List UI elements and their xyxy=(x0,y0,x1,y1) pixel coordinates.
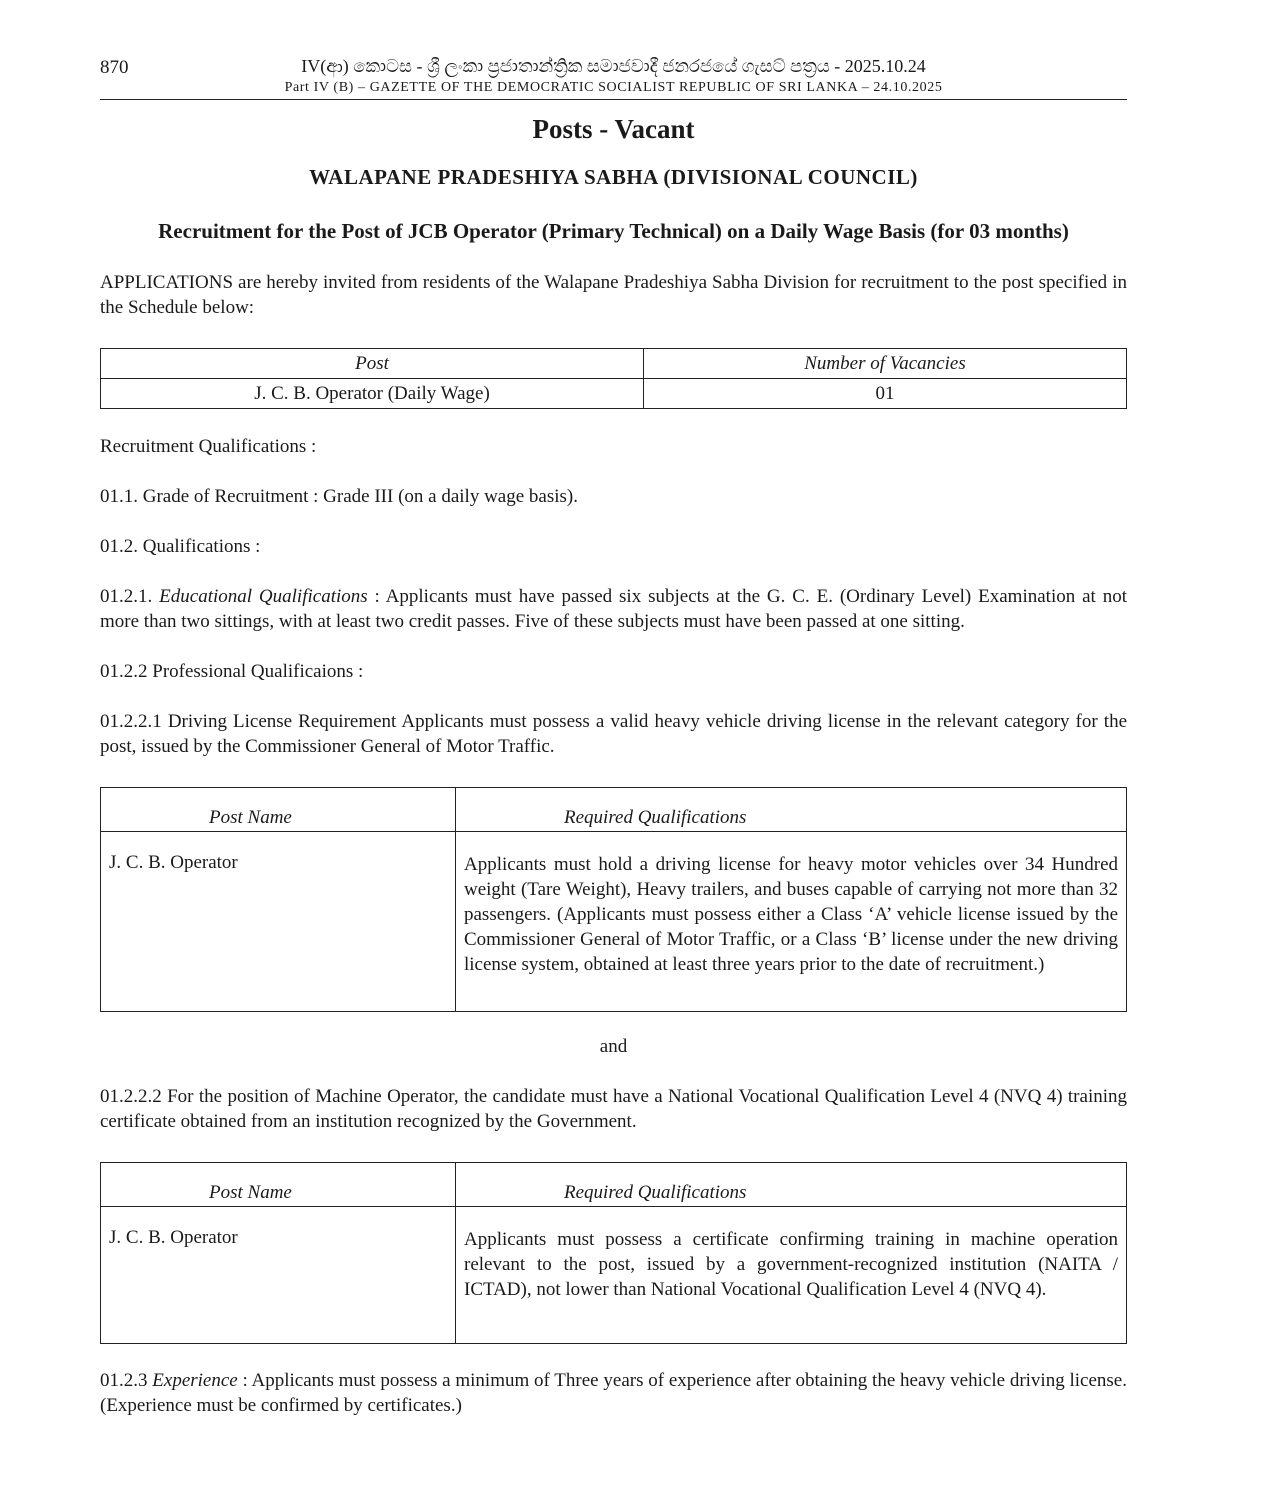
page-number: 870 xyxy=(100,57,129,78)
table-row xyxy=(101,1207,1127,1344)
header-divider xyxy=(100,99,1127,100)
column-header-post: Post xyxy=(101,349,644,379)
table-header-row xyxy=(101,349,1127,379)
experience-number: 01.2.3 xyxy=(100,1370,148,1391)
cell-post-name: J. C. B. Operator xyxy=(101,1207,456,1344)
educational-qualifications xyxy=(100,584,1127,634)
column-header-post-name: Post Name xyxy=(101,788,456,832)
educational-text: : Applicants must have passed six subjects at the G. C. E. (Ordinary Level) Examination at not more than two sittings, with at least two credit passes. Five of these subjects must have been passed at one sitting. xyxy=(100,586,1128,632)
nvq-requirement: 01.2.2.2 For the position of Machine Operator, the candidate must have a National Vocational Qualification Level 4 (NVQ 4) training certificate obtained from an institution recognized by the Government. xyxy=(100,1086,1127,1132)
table-row xyxy=(101,832,1127,1012)
table-header-row xyxy=(101,1163,1127,1207)
educational-number: 01.2.1. xyxy=(100,586,153,607)
gazette-header xyxy=(100,0,1127,100)
cell-vacancies: 01 xyxy=(644,379,1127,409)
experience-requirement xyxy=(100,1368,1127,1418)
qualifications-label: 01.2. Qualifications : xyxy=(100,536,261,557)
cell-required-qualifications: Applicants must hold a driving license for heavy motor vehicles over 34 Hundred weight (Tare Weight), Heavy trailers, and buses capable of carrying not more than 32 passengers. (Applicants must possess either a Class ‘A’ vehicle license issued by the Commissioner General of Motor Traffic, or a Class ‘B’ license under the new driving license system, obtained at least three years prior to the date of recruitment.) xyxy=(456,832,1127,1012)
column-header-post-name: Post Name xyxy=(101,1163,456,1207)
cell-post: J. C. B. Operator (Daily Wage) xyxy=(101,379,644,409)
and-connector: and xyxy=(599,1036,628,1057)
gazette-page xyxy=(100,0,1128,1416)
cell-required-qualifications: Applicants must possess a certificate confirming training in machine operation relevant to the post, issued by a government-recognized institution (NAITA / ICTAD), not lower than National Vocational Qualification Level 4 (NVQ 4). xyxy=(456,1207,1127,1344)
experience-label: Experience xyxy=(152,1370,238,1391)
recruitment-heading: Recruitment for the Post of JCB Operator (Primary Technical) on a Daily Wage Basis (for 03 months) xyxy=(158,219,1069,243)
vacancy-table xyxy=(100,348,1127,409)
driving-license-requirement: 01.2.2.1 Driving License Requirement Applicants must possess a valid heavy vehicle driving license in the relevant category for the post, issued by the Commissioner General of Motor Traffic. xyxy=(100,711,1127,757)
cell-post-name: J. C. B. Operator xyxy=(101,832,456,1012)
grade-of-recruitment: 01.1. Grade of Recruitment : Grade III (on a daily wage basis). xyxy=(100,486,578,507)
license-qualifications-table xyxy=(100,787,1127,1012)
table-row xyxy=(101,379,1127,409)
header-english-title: Part IV (B) – GAZETTE OF THE DEMOCRATIC SOCIALIST REPUBLIC OF SRI LANKA – 24.10.2025 xyxy=(284,80,943,95)
table-header-row xyxy=(101,788,1127,832)
header-sinhala-title: IV(ආ) කොටස - ශ්‍රී ලංකා ප්‍රජාතාන්ත්‍රික සමාජවාදී ජනරජයේ ගැසට් පත්‍රය - 2025.10.24 xyxy=(301,56,926,76)
page-title: Posts - Vacant xyxy=(532,114,695,144)
intro-paragraph: APPLICATIONS are hereby invited from residents of the Walapane Pradeshiya Sabha Division for recruitment to the post specified in the Schedule below: xyxy=(100,272,1127,318)
training-qualifications-table xyxy=(100,1162,1127,1344)
educational-label: Educational Qualifications xyxy=(159,586,368,607)
column-header-required-qualifications: Required Qualifications xyxy=(456,1163,1127,1207)
column-header-required-qualifications: Required Qualifications xyxy=(456,788,1127,832)
recruitment-qualifications-label: Recruitment Qualifications : xyxy=(100,436,317,457)
council-name: WALAPANE PRADESHIYA SABHA (DIVISIONAL COUNCIL) xyxy=(309,165,918,189)
experience-text: : Applicants must possess a minimum of Three years of experience after obtaining the heavy vehicle driving license. (Experience must be confirmed by certificates.) xyxy=(100,1370,1127,1416)
professional-qualifications-label: 01.2.2 Professional Qualificaions : xyxy=(100,661,364,682)
column-header-vacancies: Number of Vacancies xyxy=(644,349,1127,379)
